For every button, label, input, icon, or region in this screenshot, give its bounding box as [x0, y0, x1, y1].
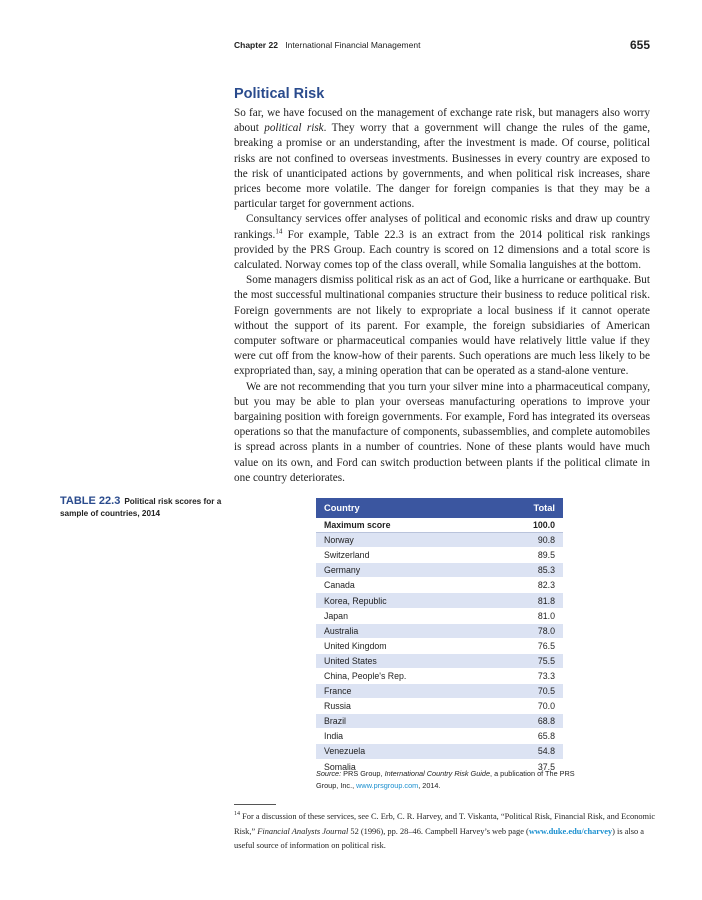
table-row	[316, 563, 563, 578]
paragraph-2	[234, 212, 650, 273]
score-cell: 78.0	[494, 623, 563, 638]
chapter-title: International Financial Management	[285, 40, 421, 50]
table-row	[316, 548, 563, 563]
source-text-1: PRS Group,	[341, 769, 385, 778]
source-text-3: , 2014.	[418, 780, 441, 790]
max-score-value: 100.0	[494, 518, 563, 533]
paragraph-1	[234, 106, 650, 212]
country-cell: Brazil	[316, 714, 494, 729]
footnote-divider	[234, 804, 276, 805]
score-cell: 70.5	[494, 684, 563, 699]
table-caption-text: Political risk scores for a sample of countries, 2014	[60, 497, 222, 518]
score-cell: 73.3	[494, 668, 563, 683]
table-row	[316, 533, 563, 548]
table-row	[316, 684, 563, 699]
country-cell: Korea, Republic	[316, 593, 494, 608]
journal-title: Financial Analysts Journal	[257, 826, 349, 836]
footnote-number: 14	[234, 811, 240, 818]
prsgroup-link[interactable]: www.prsgroup.com	[356, 780, 419, 790]
score-cell: 68.8	[494, 714, 563, 729]
score-cell: 76.5	[494, 638, 563, 653]
country-cell: Somalia	[316, 759, 494, 774]
score-cell: 70.0	[494, 699, 563, 714]
table-row	[316, 699, 563, 714]
table-row	[316, 653, 563, 668]
duke-harvey-link[interactable]: www.duke.edu/charvey	[528, 826, 613, 836]
paragraph-4: We are not recommending that you turn your silver mine into a pharmaceutical company, but you may be able to plan your overseas manufacturing operations to improve your bargaining position with foreign governments. For example, Ford has integrated its overseas operations so that the manufacture of components, subassemblies, and complete automobiles is spread across plants in a number of countries. None of these plants would have much value on its own, and Ford can switch production between plants if the political climate in one country deteriorates.	[234, 380, 650, 484]
footnote-text-1: For a discussion of these services, see C. Erb, C. R. Harvey, and T. Viskanta, “Political Risk, Financial Risk, and Economic Risk,”	[234, 812, 656, 836]
country-cell: Russia	[316, 699, 494, 714]
country-cell: Canada	[316, 578, 494, 593]
paragraph-2-text-end: For example, Table 22.3 is an extract from the 2014 political risk rankings provided by the PRS Group. Each country is scored on 12 dimensions and a total score is calculated. Norway comes top of the class overall, while Somalia languishes at the bottom.	[234, 228, 650, 272]
table-row	[316, 578, 563, 593]
table-label: TABLE 22.3	[60, 495, 121, 507]
country-cell: India	[316, 729, 494, 744]
country-cell: Venezuela	[316, 744, 494, 759]
max-score-row	[316, 518, 563, 533]
max-score-label: Maximum score	[316, 518, 494, 533]
footnote-text-3: ) is also a useful source of information on political risk.	[234, 826, 644, 850]
country-cell: Japan	[316, 608, 494, 623]
table-source	[316, 768, 586, 791]
table-row	[316, 729, 563, 744]
paragraph-1-text-end: . They worry that a government will change the rules of the game, breaking a promise or an understanding, after the investment is made. Of course, political risks are not confined to overseas investments. Businesses in every country are exposed to the risk of unanticipated actions by governments, and when political risk increases, share prices become more volatile. The danger for foreign companies is that they may be a particular target for government actions.	[234, 122, 650, 211]
source-publication-title: International Country Risk Guide	[384, 769, 491, 778]
source-text-2: , a publication of The PRS Group, Inc.,	[316, 769, 575, 790]
score-cell: 37.5	[494, 759, 563, 774]
table-row	[316, 623, 563, 638]
score-cell: 90.8	[494, 533, 563, 548]
table-row	[316, 744, 563, 759]
running-head	[234, 40, 650, 54]
score-cell: 81.0	[494, 608, 563, 623]
header-country: Country	[316, 498, 494, 518]
score-cell: 82.3	[494, 578, 563, 593]
country-cell: Germany	[316, 563, 494, 578]
table-row	[316, 608, 563, 623]
table-header-row	[316, 498, 563, 518]
political-risk-emphasis: political risk	[264, 122, 324, 135]
country-cell: United Kingdom	[316, 638, 494, 653]
header-total: Total	[494, 498, 563, 518]
score-cell: 54.8	[494, 744, 563, 759]
political-risk-table	[316, 498, 563, 775]
source-lead: Source:	[316, 769, 342, 778]
score-cell: 89.5	[494, 548, 563, 563]
country-cell: Australia	[316, 623, 494, 638]
footnote-ref-14: 14	[275, 226, 283, 235]
table-row	[316, 593, 563, 608]
country-cell: France	[316, 684, 494, 699]
score-cell: 75.5	[494, 653, 563, 668]
score-cell: 65.8	[494, 729, 563, 744]
country-cell: Norway	[316, 533, 494, 548]
country-cell: United States	[316, 653, 494, 668]
paragraph-1-text-start: So far, we have focused on the management of exchange rate risk, but managers also worry about	[234, 107, 650, 135]
paragraph-2-text-start: Consultancy services offer analyses of political and economic risks and draw up country rankings.	[234, 213, 650, 241]
section-title: Political Risk	[234, 86, 325, 102]
country-cell: China, People's Rep.	[316, 668, 494, 683]
page-number: 655	[629, 38, 650, 52]
footnote-text-2: 52 (1996), pp. 28–46. Campbell Harvey’s web page (	[348, 826, 529, 836]
country-cell: Switzerland	[316, 548, 494, 563]
score-cell: 81.8	[494, 593, 563, 608]
footnote-14	[234, 810, 664, 854]
table-row	[316, 668, 563, 683]
paragraph-3: Some managers dismiss political risk as an act of God, like a hurricane or earthquake. But the most successful multinational companies structure their business to reduce political risk. Foreign governments are not likely to expropriate a local business if it cannot operate without the support of its parent. For example, the foreign subsidiaries of American computer software or pharmaceutical companies would have relatively little value if they were cut off from the know-how of their parents. Such operations are much less likely to be expropriated than, say, a mining operation that can be operated as a stand-alone venture.	[234, 274, 650, 378]
body-text	[234, 106, 650, 486]
score-cell: 85.3	[494, 563, 563, 578]
table-row	[316, 638, 563, 653]
table-row	[316, 714, 563, 729]
chapter-label: Chapter 22	[234, 40, 278, 50]
table-caption	[60, 496, 222, 519]
